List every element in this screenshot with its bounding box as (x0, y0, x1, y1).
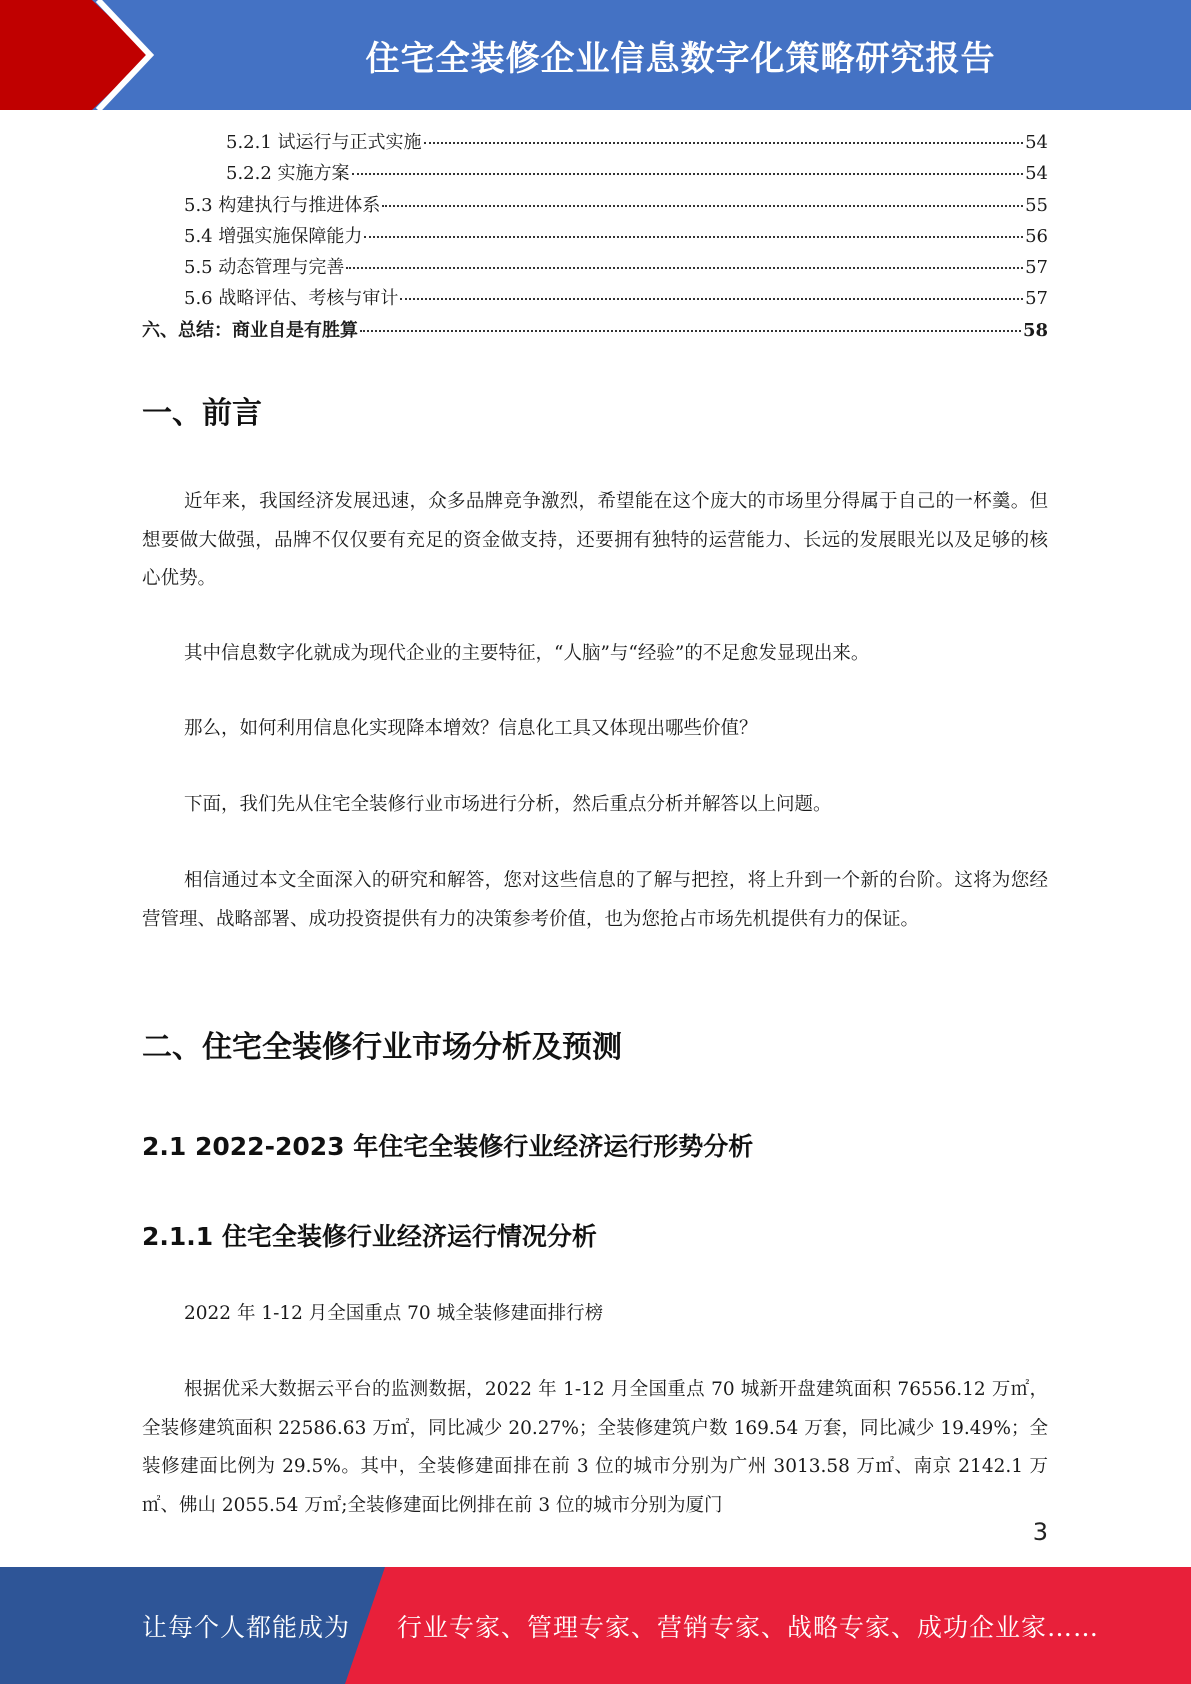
toc-entry-page: 57 (1025, 288, 1048, 310)
toc-dot-leader (360, 330, 1021, 332)
toc-entry[interactable] (142, 284, 1048, 315)
toc-dot-leader (364, 236, 1023, 238)
footer-slogan-left: 让每个人都能成为 (142, 1612, 351, 1642)
chart-caption-text: 2022 年 1-12 月全国重点 70 城全装修建面排行榜 (184, 1303, 604, 1324)
toc-entry-label: 5.4 增强实施保障能力 (184, 225, 363, 247)
table-of-contents (142, 128, 1048, 347)
toc-dot-leader (346, 267, 1023, 269)
toc-entry-label: 5.3 构建执行与推进体系 (184, 194, 381, 216)
preface-heading: 一、前言 (142, 396, 262, 431)
toc-dot-leader (400, 298, 1023, 300)
preface-paragraph: 那么，如何利用信息化实现降本增效？信息化工具又体现出哪些价值？ (184, 718, 758, 739)
toc-entry[interactable] (142, 128, 1048, 159)
preface-paragraph: 其中信息数字化就成为现代企业的主要特征，“人脑”与“经验”的不足愈发显现出来。 (184, 643, 870, 664)
toc-dot-leader (352, 173, 1024, 175)
preface-paragraph: 下面，我们先从住宅全装修行业市场进行分析，然后重点分析并解答以上问题。 (184, 794, 832, 815)
toc-dot-leader (382, 205, 1023, 207)
toc-entry[interactable] (142, 253, 1048, 284)
toc-entry-page: 58 (1022, 319, 1048, 341)
page-header (0, 0, 1191, 110)
toc-entry-page: 57 (1025, 257, 1048, 279)
subsection-heading-2-1-1: 2.1.1 住宅全装修行业经济运行情况分析 (142, 1222, 597, 1251)
toc-entry-label: 5.6 战略评估、考核与审计 (184, 288, 399, 310)
market-analysis-heading: 二、住宅全装修行业市场分析及预测 (142, 1030, 622, 1065)
toc-entry[interactable] (142, 316, 1048, 347)
toc-entry-label: 5.5 动态管理与完善 (184, 257, 345, 279)
toc-entry[interactable] (142, 191, 1048, 222)
preface-paragraph: 近年来，我国经济发展迅速，众多品牌竞争激烈，希望能在这个庞大的市场里分得属于自己的一杯羹。但想要做大做强，品牌不仅仅要有充足的资金做支持，还要拥有独特的运营能力、长远的发展眼光以及足够的核心优势。 (142, 491, 1048, 589)
subsection-heading-2-1: 2.1 2022-2023 年住宅全装修行业经济运行形势分析 (142, 1132, 754, 1161)
toc-entry-label: 六、总结：商业自是有胜算 (142, 319, 358, 341)
toc-entry-label: 5.2.2 实施方案 (226, 163, 350, 185)
toc-dot-leader (424, 142, 1024, 144)
toc-entry-page: 55 (1025, 194, 1048, 216)
page-footer (0, 1567, 1191, 1684)
toc-entry-page: 54 (1025, 163, 1048, 185)
toc-entry-label: 5.2.1 试运行与正式实施 (226, 132, 422, 153)
preface-paragraph: 相信通过本文全面深入的研究和解答，您对这些信息的了解与把控，将上升到一个新的台阶。这将为您经营管理、战略部署、成功投资提供有力的决策参考价值，也为您抢占市场先机提供有力的保证。 (142, 870, 1048, 930)
toc-entry[interactable] (142, 222, 1048, 253)
footer-slogan-right: 行业专家、管理专家、营销专家、战略专家、成功企业家…… (397, 1612, 1100, 1642)
page-number: 3 (1032, 1518, 1048, 1546)
document-title: 住宅全装修企业信息数字化策略研究报告 (365, 38, 996, 79)
market-data-paragraph: 根据优采大数据云平台的监测数据，2022 年 1-12 月全国重点 70 城新开盘建筑面积 76556.12 万㎡，全装修建筑面积 22586.63 万㎡，同比减少 20.27%；全装修建筑户数 169.54 万套，同比减少 19.49%；全装修建面比例为 29.5%。其中，全装修建面排在前 3 位的城市分别为广州 3013.58 万㎡、南京 2142.1 万㎡、佛山 2055.54 万㎡;全装修建面比例排在前 3 位的城市分别为厦门 (142, 1379, 1048, 1516)
toc-entry-page: 56 (1025, 225, 1048, 247)
toc-entry-page: 54 (1025, 132, 1048, 153)
toc-entry[interactable] (142, 159, 1048, 190)
